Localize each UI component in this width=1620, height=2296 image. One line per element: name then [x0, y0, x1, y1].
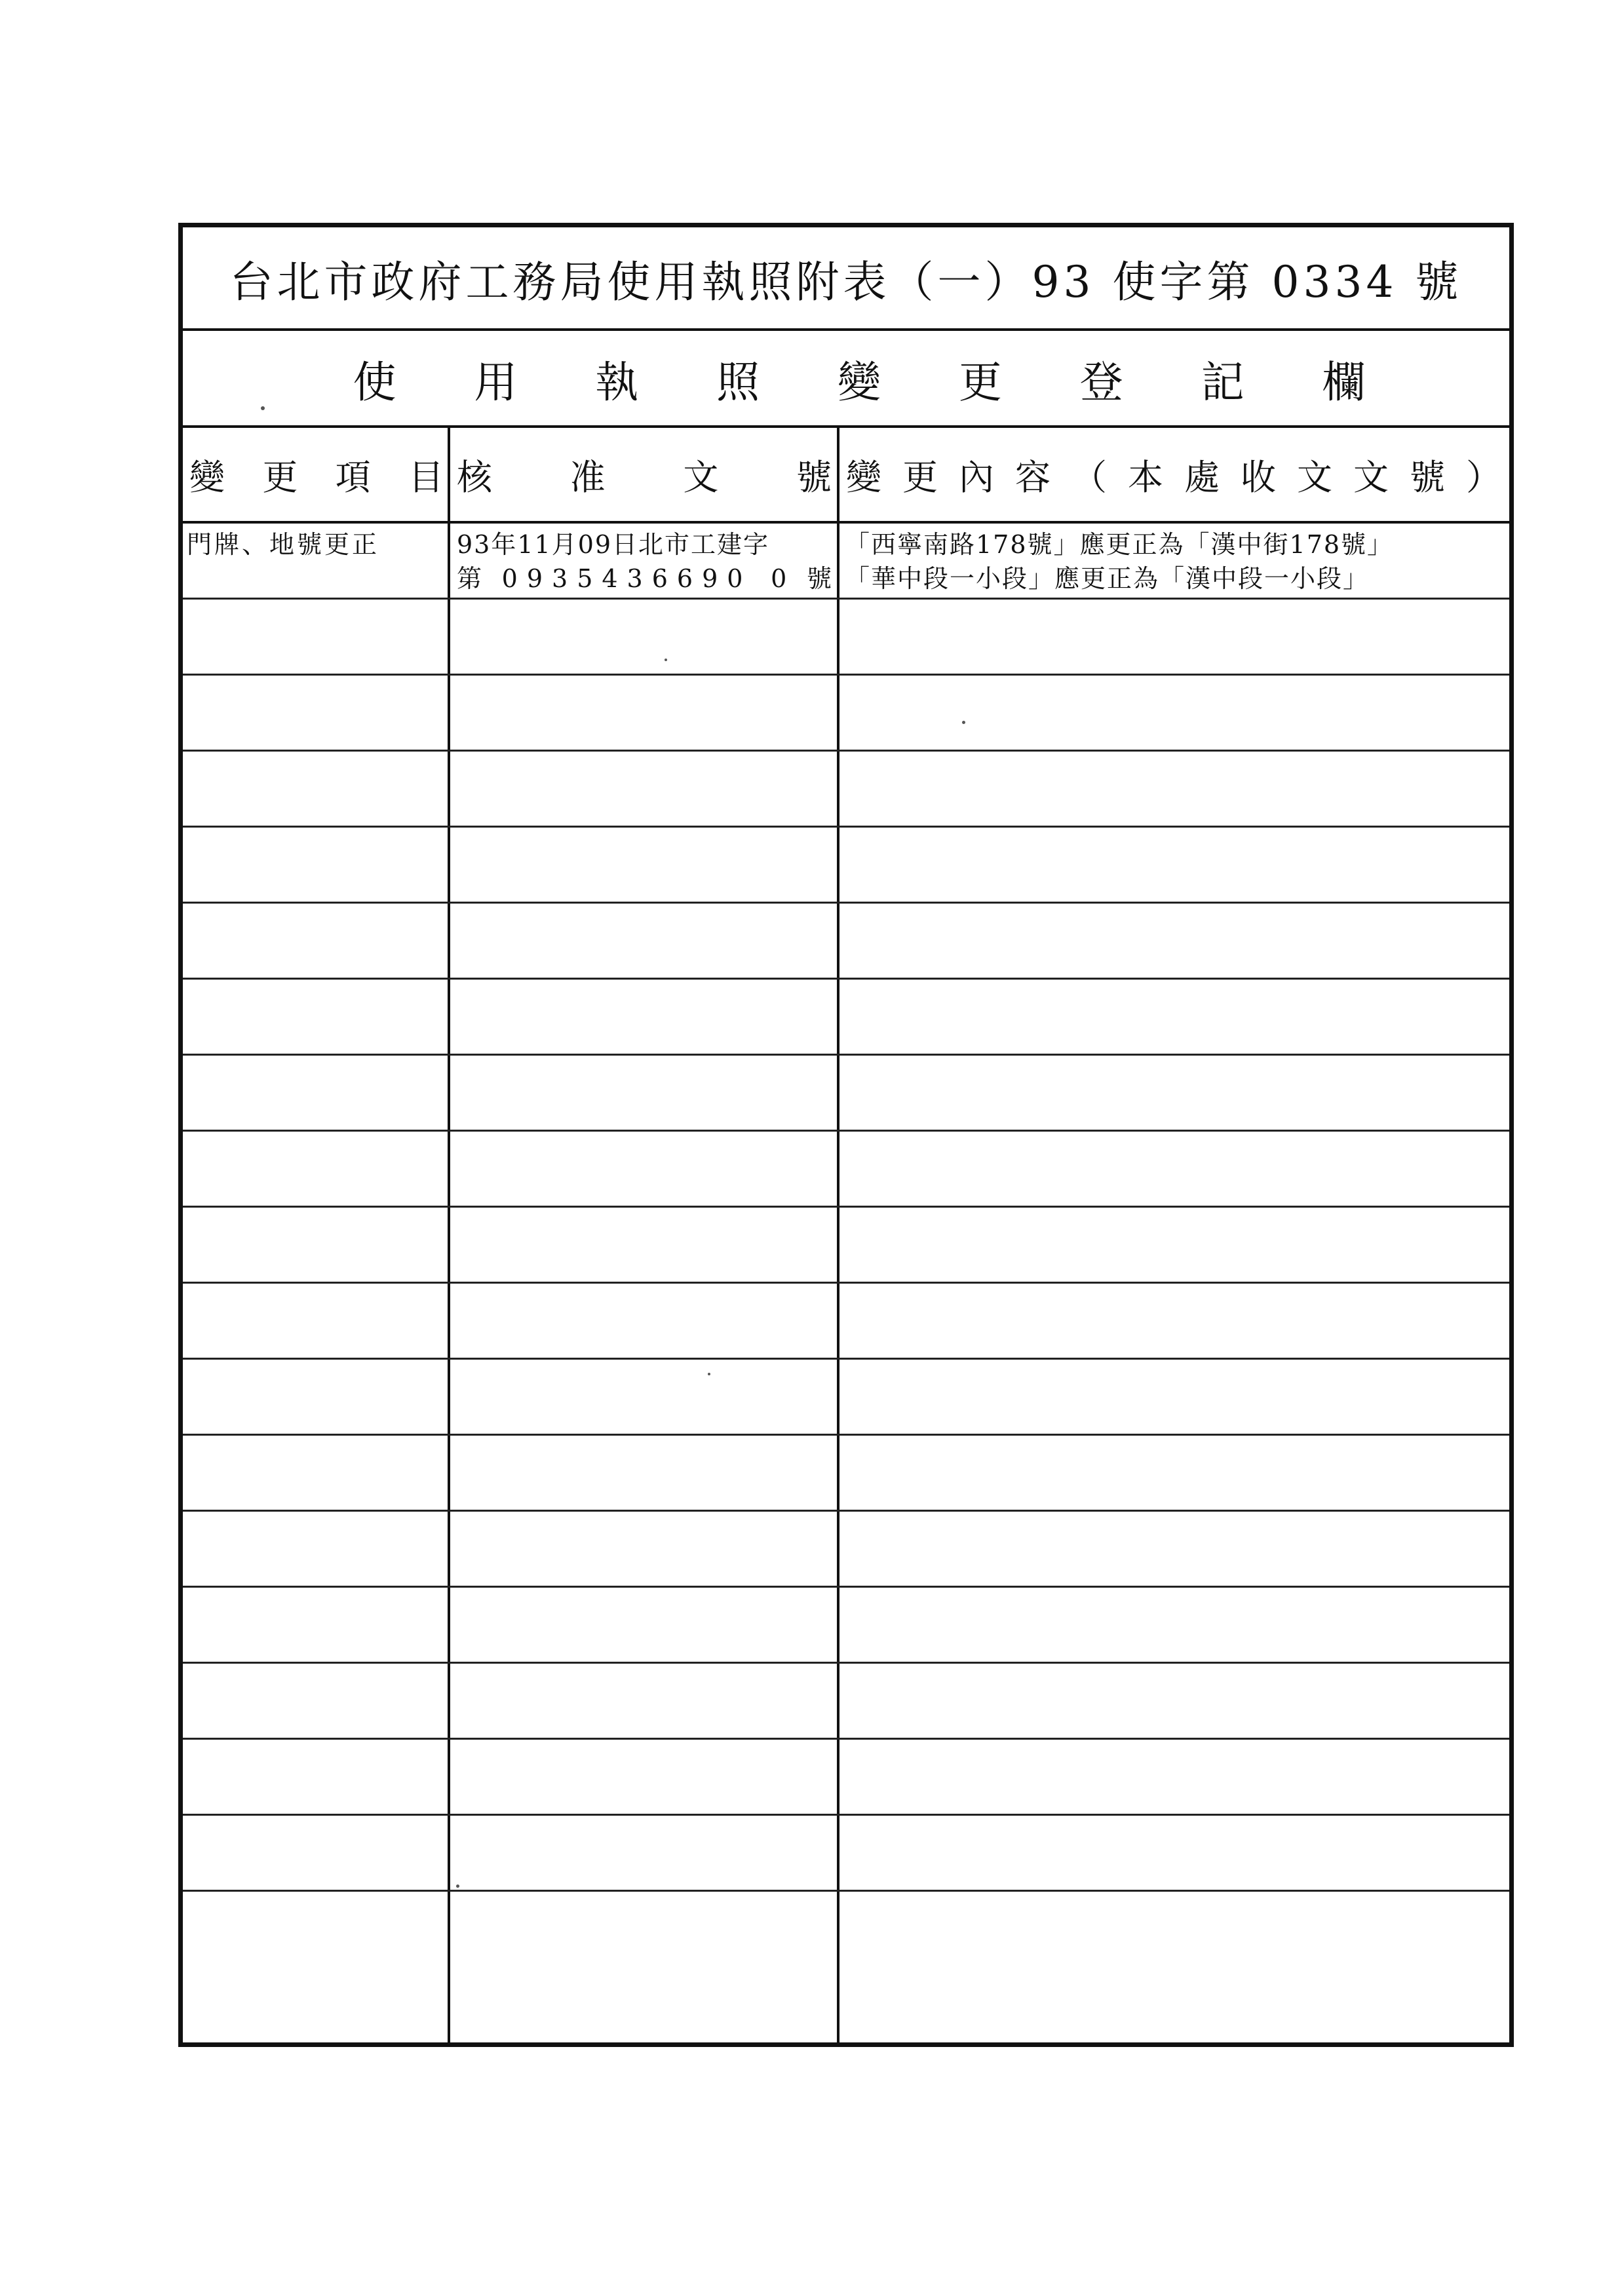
section-title-char: 使: [353, 356, 396, 408]
header-char: 處: [1184, 456, 1220, 498]
scan-speck: [708, 1373, 710, 1375]
header-char: 核: [457, 456, 492, 498]
table-row-empty: [183, 1360, 1509, 1436]
section-title-char: 照: [716, 356, 760, 408]
content-line-2: 「華中段一小段」應更正為「漢中段一小段」: [845, 564, 1370, 593]
table-row-empty: [183, 1056, 1509, 1132]
section-title: [183, 331, 1509, 428]
table-row-empty: [183, 1588, 1509, 1664]
table-row-empty: [183, 1208, 1509, 1284]
approval-number-cell: [453, 524, 837, 598]
header-char: 收: [1241, 456, 1276, 498]
header-char: 容: [1015, 456, 1051, 498]
table-row: [183, 524, 1509, 600]
section-title-char: 記: [1201, 356, 1244, 408]
section-title-char: 欄: [1322, 356, 1366, 408]
table-row-empty: [183, 1740, 1509, 1816]
scan-speck: [665, 659, 667, 661]
header-change-content: [838, 428, 1509, 521]
header-char: 更: [262, 456, 298, 498]
section-title-char: 登: [1079, 356, 1123, 408]
header-char: 變: [189, 456, 225, 498]
change-content-cell: [841, 524, 1509, 598]
approval-line-1: 93年11月09日北市工建字: [457, 530, 770, 559]
usage-permit-change-form: [178, 223, 1514, 2047]
content-line-1: 「西寧南路178號」應更正為「漢中街178號」: [845, 530, 1394, 559]
document-title: 台北市政府工務局使用執照附表（一）93 使字第 0334 號: [183, 227, 1509, 331]
table-row-empty: [183, 1816, 1509, 1892]
table-row-empty: [183, 1132, 1509, 1208]
approval-number-digit-last: 0: [771, 564, 788, 593]
header-char: 內: [959, 456, 994, 498]
header-change-item: [183, 428, 450, 521]
table-row-empty: [183, 1892, 1509, 1968]
header-char: ）: [1466, 456, 1501, 498]
header-char: 文: [683, 456, 719, 498]
scan-speck: [456, 1885, 459, 1888]
header-char: （: [1071, 456, 1107, 498]
table-row-empty: [183, 828, 1509, 904]
header-char: 號: [1410, 456, 1445, 498]
header-char: 文: [1297, 456, 1332, 498]
header-char: 本: [1128, 456, 1163, 498]
header-char: 號: [796, 456, 832, 498]
header-char: 准: [569, 456, 606, 498]
table-row-empty: [183, 1436, 1509, 1512]
scan-speck: [962, 721, 965, 724]
section-title-char: 執: [595, 356, 639, 408]
scan-speck: [261, 406, 265, 410]
column-header-row: [183, 428, 1509, 524]
approval-line-2: [457, 562, 833, 596]
table-row-empty: [183, 980, 1509, 1056]
section-title-char: 用: [474, 356, 518, 408]
table-row-empty: [183, 904, 1509, 980]
table-row-empty: [183, 600, 1509, 676]
header-char: 文: [1353, 456, 1389, 498]
table-row-empty: [183, 676, 1509, 752]
table-row-empty: [183, 1512, 1509, 1588]
header-approval-number: [450, 428, 838, 521]
approval-number-digits: 0935436690: [501, 564, 752, 593]
header-char: 目: [408, 456, 444, 498]
change-item-cell: 門牌、地號更正: [187, 530, 380, 559]
section-title-char: 更: [958, 356, 1002, 408]
header-char: 更: [902, 456, 938, 498]
header-char: 變: [846, 456, 881, 498]
header-char: 項: [335, 456, 371, 498]
table-row-empty: [183, 1664, 1509, 1740]
approval-prefix: 第: [457, 564, 484, 593]
table-row-empty: [183, 1284, 1509, 1360]
table-row-empty: [183, 752, 1509, 828]
approval-suffix: 號: [806, 564, 833, 593]
section-title-char: 變: [837, 356, 881, 408]
table-body: [183, 524, 1509, 2042]
